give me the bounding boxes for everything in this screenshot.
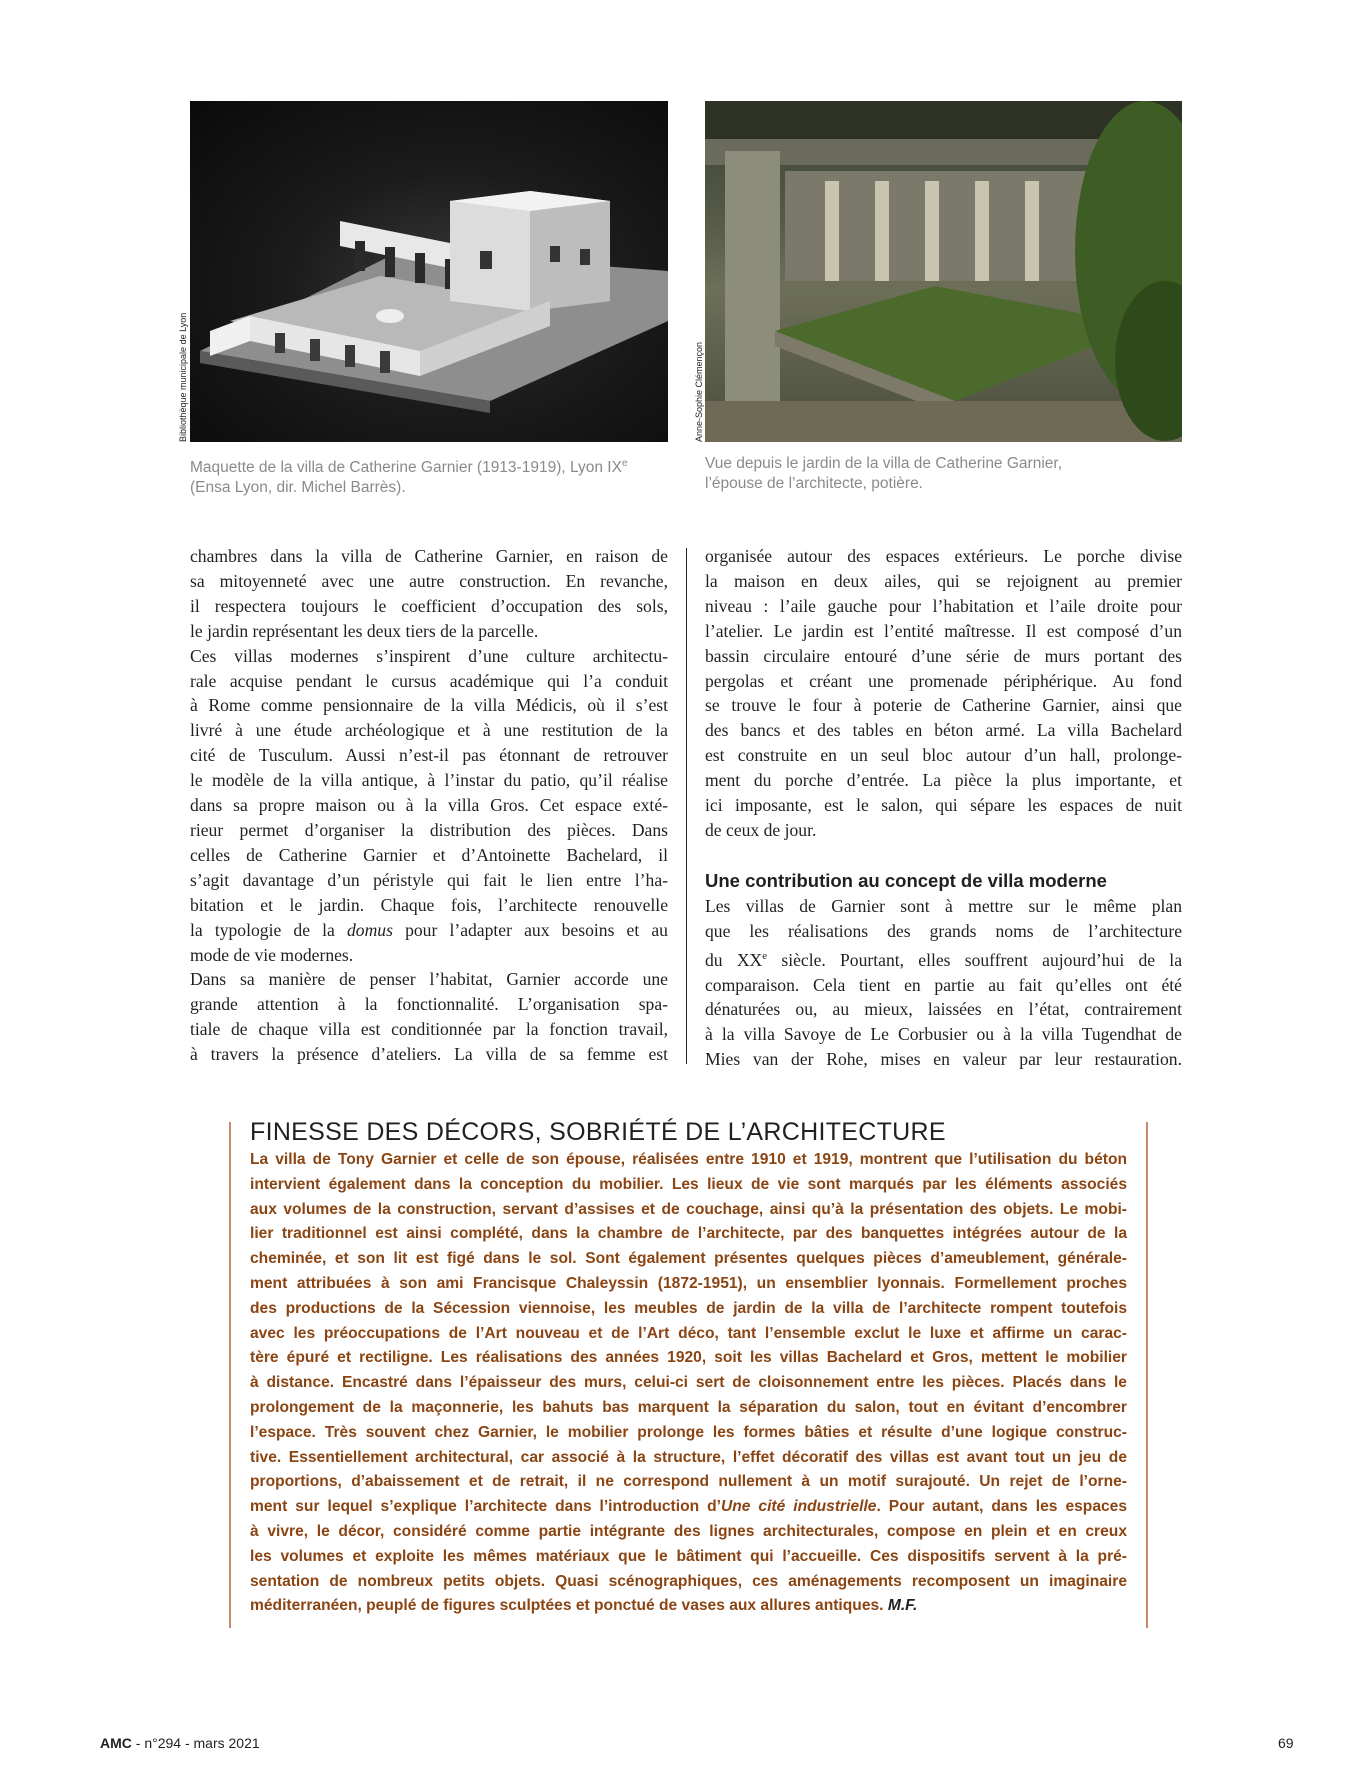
text-line: du XXe siècle. Pourtant, elles souffrent aujourd’hui de la — [705, 949, 1182, 970]
photo-credit-left: Bibliothèque municipale de Lyon — [178, 312, 188, 442]
box-body — [250, 1148, 1127, 1619]
text-line: Ces villas modernes s’inspirent d’une culture architectu- — [190, 645, 668, 666]
box-title: FINESSE DES DÉCORS, SOBRIÉTÉ DE L’ARCHITECTURE — [250, 1118, 946, 1146]
photo-jardin-villa — [705, 101, 1182, 442]
box-line: ment attribuées à son ami Francisque Chaleyssin (1872-1951), un ensemblier lyonnais. Formellement proches — [250, 1274, 1127, 1292]
text-line: rale acquise pendant le cursus académique qui l’a conduit — [190, 670, 668, 691]
text-line: ici imposante, est le salon, qui sépare les espaces de nuit — [705, 795, 1182, 816]
body-column-right — [705, 544, 1182, 843]
box-line: à vivre, le décor, considéré comme partie intégrante des lignes architecturales, compose en plein et en creux — [250, 1522, 1127, 1540]
text-line: à travers la présence d’ateliers. La villa de sa femme est — [190, 1044, 668, 1065]
box-right-rule — [1146, 1122, 1148, 1628]
text-line: cité de Tusculum. Aussi n’est-il pas étonnant de retrouver — [190, 745, 668, 766]
text-line: organisée autour des espaces extérieurs. Le porche divise — [705, 546, 1182, 566]
box-line: La villa de Tony Garnier et celle de son épouse, réalisées entre 1910 et 1919, montrent que l’utilisation du béton — [250, 1151, 1127, 1168]
box-line: ment sur lequel s’explique l’architecte dans l’introduction d’Une cité industrielle. Pour autant, dans les espaces — [250, 1498, 1128, 1516]
architectural-model-illustration — [190, 101, 668, 442]
text-line: grande attention à la fonctionnalité. L’organisation spa- — [190, 994, 668, 1015]
text-line: niveau : l’aile gauche pour l’habitation et l’aile droite pour — [705, 595, 1182, 616]
text-line: tiale de chaque villa est conditionnée par la fonction travail, — [190, 1019, 668, 1040]
box-line: l’espace. Très souvent chez Garnier, le mobilier prolonge les formes bâties et résulte d’une logique construc- — [250, 1423, 1127, 1441]
page-number: 69 — [1278, 1735, 1294, 1751]
text-line: s’agit davantage d’un péristyle qui fait le lien entre l’ha- — [190, 869, 668, 890]
text-line: livré à une étude archéologique et à une restitution de la — [190, 720, 668, 741]
text-line: ment du porche d’entrée. La pièce la plus importante, et — [705, 770, 1182, 791]
text-line: bassin circulaire entouré d’une série de murs portant des — [705, 645, 1182, 666]
text-line: pergolas et créant une promenade périphérique. Au fond — [705, 670, 1182, 691]
box-line: cheminée, et son lit est figé dans le sol. Sont également présentes quelques pièces d’ameublement, générale- — [250, 1250, 1127, 1268]
text-line: de ceux de jour. — [705, 819, 817, 840]
box-line: proportions, d’abaissement et de retrait, il ne correspond nullement à un motif surajouté. Un rejet de l’orne- — [250, 1473, 1127, 1491]
box-line: lier traditionnel est ainsi complété, dans la chambre de l’architecte, par des banquettes intégrées autour de la — [250, 1225, 1127, 1243]
body-column-left — [190, 544, 668, 1067]
box-line: à distance. Encastré dans l’épaisseur des murs, celui-ci sert de cloisonnement entre les pièces. Placés dans le — [250, 1374, 1127, 1392]
photo-credit-right: Anne-Sophie Clémençon — [694, 341, 704, 442]
subheading: Une contribution au concept de villa moderne — [705, 870, 1107, 891]
text-line: à la villa Savoye de Le Corbusier ou à la villa Tugendhat de — [705, 1024, 1182, 1045]
text-line: la typologie de la domus pour l’adapter aux besoins et au — [190, 919, 668, 940]
text-line: la maison en deux ailes, qui se rejoignent au premier — [705, 570, 1182, 591]
box-signature: M.F. — [887, 1597, 918, 1615]
box-line: intervient également dans la conception du mobilier. Les lieux de vie sont marqués par les éléments associés — [250, 1175, 1127, 1193]
text-line: chambres dans la villa de Catherine Garnier, en raison de — [190, 546, 668, 566]
box-line: les volumes et exploite les mêmes matériaux que le bâtiment qui l’accueille. Ces dispositifs servent à la pré- — [250, 1547, 1127, 1565]
box-left-rule — [229, 1122, 231, 1628]
box-line: aux volumes de la construction, servant d’assises et de couchage, ainsi qu’à la présentation des objets. Le mobi- — [250, 1200, 1127, 1218]
body-column-right-2 — [705, 894, 1182, 1072]
text-line: Mies van der Rohe, mises en valeur par leur restauration. — [705, 1049, 1182, 1070]
box-line: méditerranéen, peuplé de figures sculptées et ponctué de vases aux allures antiques. M.F. — [250, 1597, 918, 1615]
text-line: dénaturées ou, au mieux, laissées en l’état, contrairement — [705, 999, 1182, 1020]
footer-issue: AMC - n°294 - mars 2021 — [100, 1735, 260, 1751]
text-line: Les villas de Garnier sont à mettre sur le même plan — [705, 896, 1182, 916]
text-line: rieur permet d’organiser la distribution des pièces. Dans — [190, 819, 668, 840]
caption-left: Maquette de la villa de Catherine Garnier (1913-1919), Lyon IXe (Ensa Lyon, dir. Michel Barrès). — [190, 458, 628, 497]
box-line: avec les préoccupations de l’Art nouveau et de l’Art déco, tant l’ensemble exclut le luxe et affirme un carac- — [250, 1324, 1127, 1342]
text-line: Dans sa manière de penser l’habitat, Garnier accorde une — [190, 969, 668, 990]
text-line: il respectera toujours le coefficient d’occupation des sols, — [190, 595, 668, 616]
text-line: comparaison. Cela tient en partie au fait qu’elles ont été — [705, 974, 1182, 995]
box-line: prolongement de la maçonnerie, les bahuts bas marquent la séparation du salon, tout en évitant d’encombrer — [250, 1398, 1127, 1416]
text-line: se trouve le four à poterie de Catherine Garnier, ainsi que — [705, 695, 1182, 716]
text-line: l’atelier. Le jardin est l’entité maîtresse. Il est composé d’un — [705, 620, 1182, 641]
box-line: tère épuré et rectiligne. Les réalisations des années 1920, soit les villas Bachelard et Gros, mettent le mobilier — [250, 1349, 1127, 1367]
text-line: dans sa propre maison ou à la villa Gros. Cet espace exté- — [190, 795, 668, 816]
footer-brand: AMC — [100, 1735, 132, 1751]
italic-domus: domus — [346, 919, 393, 940]
column-divider — [686, 548, 687, 1064]
garden-photo-illustration — [705, 101, 1182, 442]
text-line: des bancs et des tables en béton armé. La villa Bachelard — [705, 720, 1182, 741]
box-line: tive. Essentiellement architectural, car associé à la structure, l’effet décoratif des villas est avant tout un jeu de — [250, 1448, 1127, 1466]
text-line: le jardin représentant les deux tiers de la parcelle. — [190, 620, 539, 641]
text-line: à Rome comme pensionnaire de la villa Médicis, où il s’est — [190, 695, 668, 716]
text-line: celles de Catherine Garnier et d’Antoinette Bachelard, il — [190, 844, 668, 865]
italic-book-title: Une cité industrielle — [720, 1498, 877, 1516]
text-line: est construite en un seul bloc autour d’un hall, prolonge- — [705, 745, 1182, 766]
text-line: bitation et le jardin. Chaque fois, l’architecte renouvelle — [190, 894, 668, 915]
box-line: sentation de nombreux petits objets. Quasi scénographiques, ces aménagements recomposent un imaginaire — [250, 1572, 1127, 1590]
text-line: que les réalisations des grands noms de l’architecture — [705, 920, 1182, 941]
text-line: le modèle de la villa antique, à l’instar du patio, qu’il réalise — [190, 770, 668, 791]
caption-right: Vue depuis le jardin de la villa de Catherine Garnier, l’épouse de l’architecte, potière. — [705, 455, 1062, 492]
text-line: mode de vie modernes. — [190, 944, 354, 965]
box-line: des productions de la Sécession viennoise, les meubles de jardin de la villa de l’architecte rompent toutefois — [250, 1299, 1127, 1317]
photo-maquette-villa — [190, 101, 668, 442]
text-line: sa mitoyenneté avec une autre construction. En revanche, — [190, 570, 668, 591]
